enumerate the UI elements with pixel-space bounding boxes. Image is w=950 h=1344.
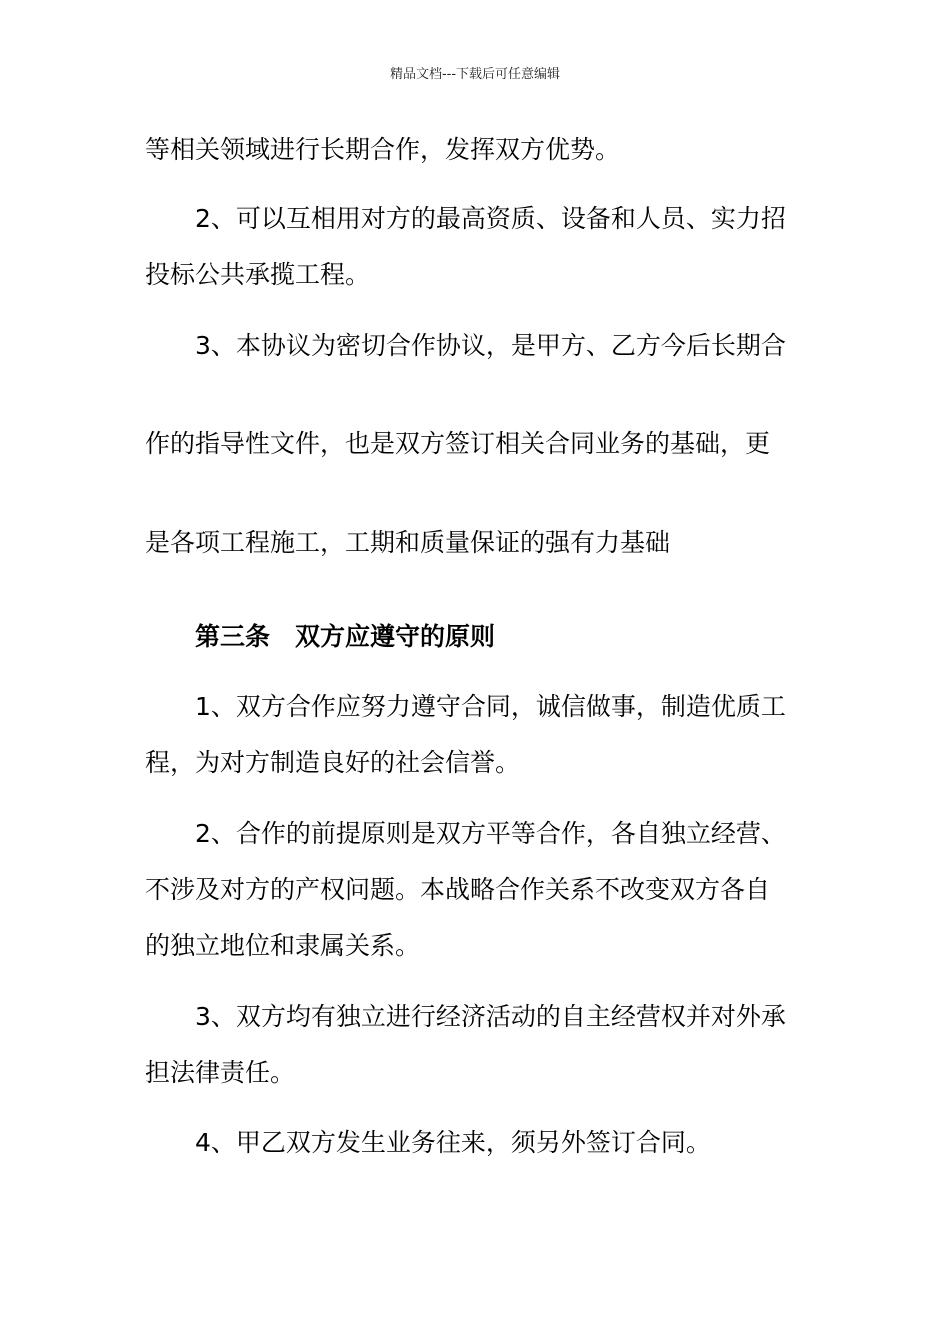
text-line-6: 是各项工程施工，工期和质量保证的强有力基础 [145,528,671,557]
text-line-8: 程，为对方制造良好的社会信誉。 [145,748,521,777]
text-line-12: 3、双方均有独立进行经济活动的自主经营权并对外承 [195,1002,786,1031]
text-line-4: 3、本协议为密切合作协议，是甲方、乙方今后长期合 [195,331,786,360]
text-line-2: 2、可以互相用对方的最高资质、设备和人员、实力招 [195,204,786,233]
text-line-13: 担法律责任。 [145,1058,296,1087]
text-line-11: 的独立地位和隶属关系。 [145,931,421,960]
section-heading: 第三条 双方应遵守的原则 [195,622,496,651]
text-line-3: 投标公共承揽工程。 [145,260,371,289]
text-line-10: 不涉及对方的产权问题。本战略合作关系不改变双方各自 [145,875,771,904]
text-line-7: 1、双方合作应努力遵守合同，诚信做事，制造优质工 [195,692,786,721]
text-line-1: 等相关领域进行长期合作，发挥双方优势。 [145,135,621,164]
page-header: 精品文档---下载后可任意编辑 [389,67,561,82]
text-line-5: 作的指导性文件，也是双方签订相关合同业务的基础，更 [145,429,771,458]
text-line-14: 4、甲乙双方发生业务往来，须另外签订合同。 [195,1128,711,1157]
text-line-9: 2、合作的前提原则是双方平等合作，各自独立经营、 [195,819,786,848]
